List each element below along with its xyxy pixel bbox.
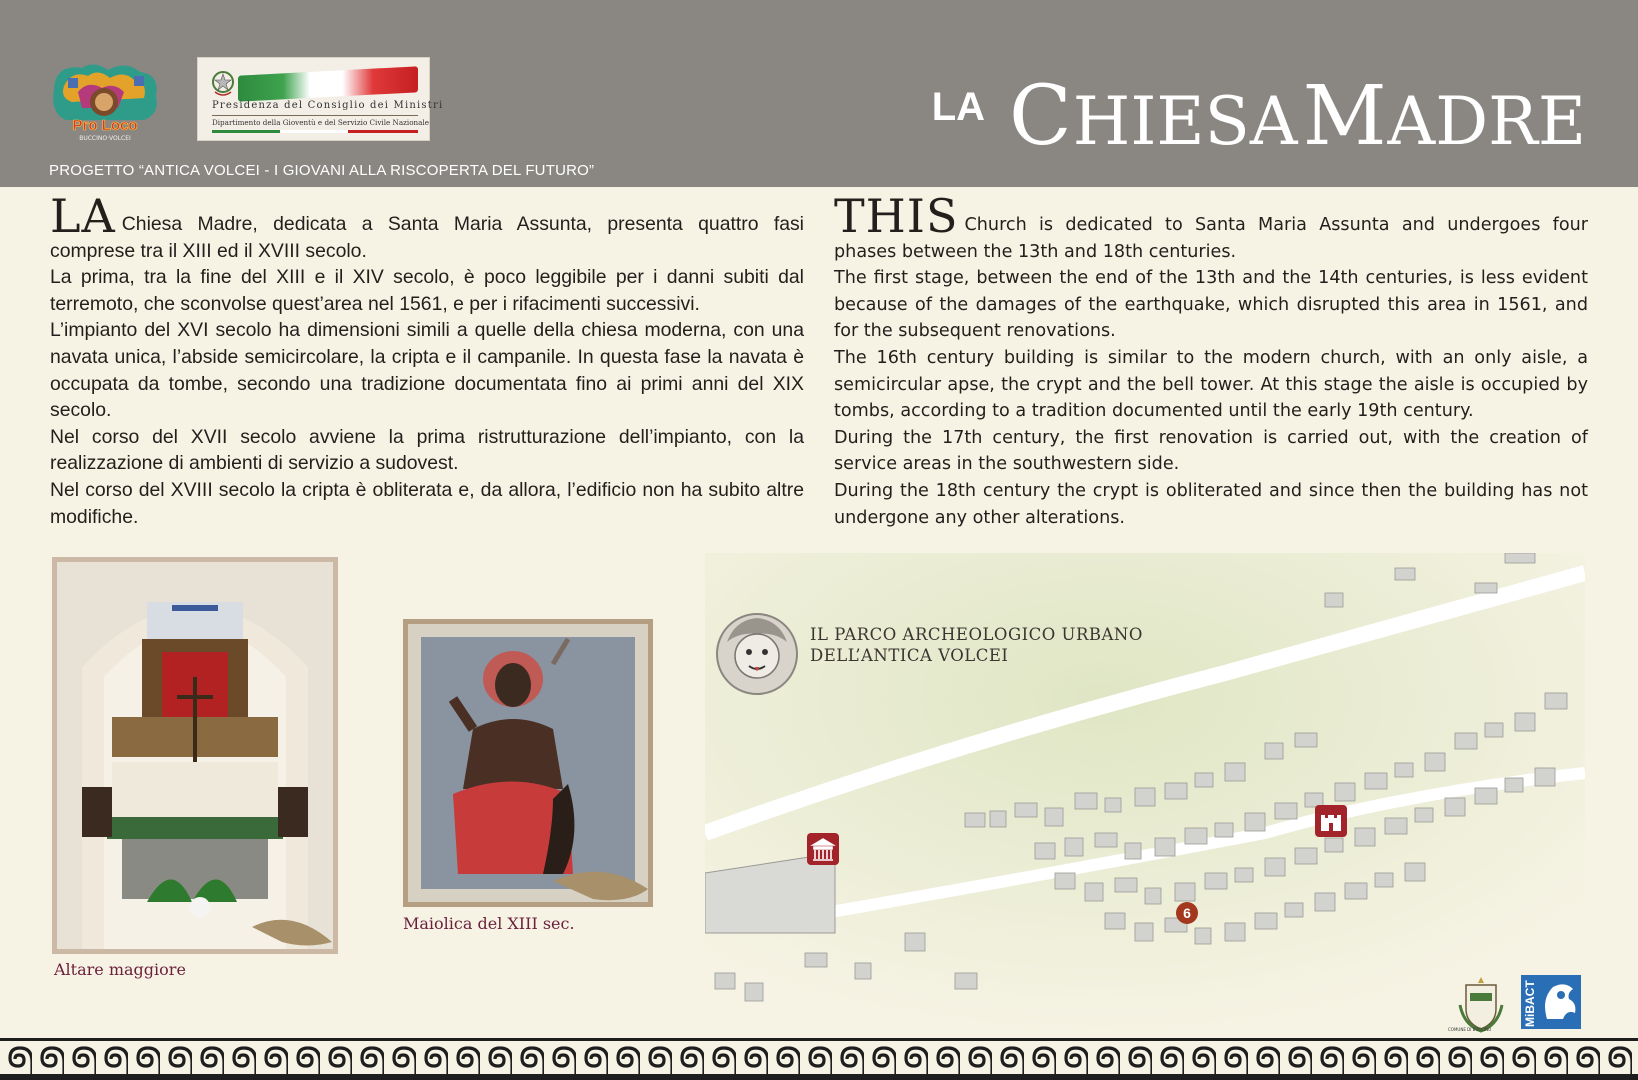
it-paragraph-2: La prima, tra la fine del XIII e il XIV secolo, è poco leggibile per i danni subiti dal terremoto, che sconvolse quest’area nel 1561, e per i rifacimenti successivi. — [50, 266, 804, 315]
header-band — [0, 0, 1638, 187]
maiolica-caption: Maiolica del XIII sec. — [403, 914, 575, 933]
title-initial-m: M — [1302, 69, 1388, 164]
en-dropcap: THIS — [834, 189, 959, 243]
maiolica-photo — [403, 619, 653, 907]
en-paragraph-3: The 16th century building is similar to the modern church, with an only aisle, a semicircular apse, the crypt and the bell tower. At this stage the aisle is occupied by tombs, according to a tradition documented until the early 19th century. — [834, 347, 1588, 422]
mibac-logo — [1521, 975, 1581, 1029]
en-p1-text: Church is dedicated to Santa Maria Assunta and undergoes four phases between the 13th and 18th centuries. — [834, 215, 1588, 262]
proloco-subtext: BUCCINO·VOLCEI — [79, 135, 131, 142]
tricolor-bar — [212, 130, 418, 133]
it-paragraph-3: L’impianto del XVI secolo ha dimensioni simili a quelle della chiesa moderna, con una navata unica, l’abside semicircolare, la cripta e il campanile. In questa fase la navata è occupata da tombe, secondo una tradizione documentata fino ai primi anni del XIX secolo. — [50, 319, 804, 422]
decorative-wave-border — [0, 1038, 1638, 1080]
altar-caption: Altare maggiore — [54, 960, 186, 979]
page-title — [931, 69, 1586, 164]
mibac-figure-icon — [1537, 979, 1579, 1025]
project-title: PROGETTO “ANTICA VOLCEI - I GIOVANI ALLA RISCOPERTA DEL FUTURO” — [49, 162, 595, 179]
emblem-icon — [211, 70, 235, 98]
title-initial-c: C — [1009, 69, 1073, 164]
title-word-adre: ADRE — [1387, 83, 1586, 160]
en-paragraph-4: During the 17th century, the first renovation is carried out, with the creation of service areas in the southwestern side. — [834, 427, 1588, 475]
comune-crest-icon — [1456, 975, 1506, 1033]
it-paragraph-1 — [50, 189, 804, 264]
flag-ribbon — [238, 66, 418, 101]
altar-photo — [52, 557, 338, 954]
it-paragraph-4: Nel corso del XVII secolo avviene la prima ristrutturazione dell’impianto, con la realizzazione di ambienti di servizio a sudovest. — [50, 425, 804, 475]
title-prefix: LA — [931, 85, 986, 129]
it-p1-text: Chiesa Madre, dedicata a Santa Maria Assunta, presenta quattro fasi comprese tra il XIII ed il XVIII secolo. — [50, 213, 804, 262]
en-paragraph-5: During the 18th century the crypt is obliterated and since then the building has not undergone any other alterations. — [834, 480, 1588, 528]
map-title: IL PARCO ARCHEOLOGICO URBANO DELL’ANTICA VOLCEI — [810, 625, 1143, 665]
government-logo — [197, 57, 444, 141]
proloco-logo — [48, 58, 162, 144]
italian-text — [50, 189, 804, 530]
gov-line-1: Presidenza del Consiglio dei Ministri — [212, 100, 444, 111]
divider — [212, 115, 418, 116]
english-text — [834, 189, 1588, 531]
title-word-hiesa: HIESA — [1072, 83, 1298, 160]
it-dropcap: LA — [50, 189, 116, 243]
it-paragraph-5: Nel corso del XVIII secolo la cripta è obliterata e, da allora, l’edificio non ha subito altre modifiche. — [50, 478, 804, 528]
en-paragraph-1 — [834, 189, 1588, 265]
gov-line-2: Dipartimento della Gioventù e del Servizio Civile Nazionale — [212, 118, 429, 127]
en-paragraph-2: The first stage, between the end of the 13th and the 14th centuries, is less evident because of the damages of the earthquake, which disrupted this area in 1561, and for the subsequent renovations. — [834, 268, 1588, 342]
castle-icon — [1315, 805, 1347, 837]
museum-icon — [807, 833, 839, 865]
mibac-text: MiBACT — [1523, 980, 1537, 1027]
comune-label: COMUNE DI BUCCINO — [1448, 1027, 1492, 1032]
proloco-name: Pro Loco — [72, 117, 138, 134]
medusa-mask-icon — [715, 612, 799, 696]
site-marker-6: 6 — [1176, 902, 1198, 924]
